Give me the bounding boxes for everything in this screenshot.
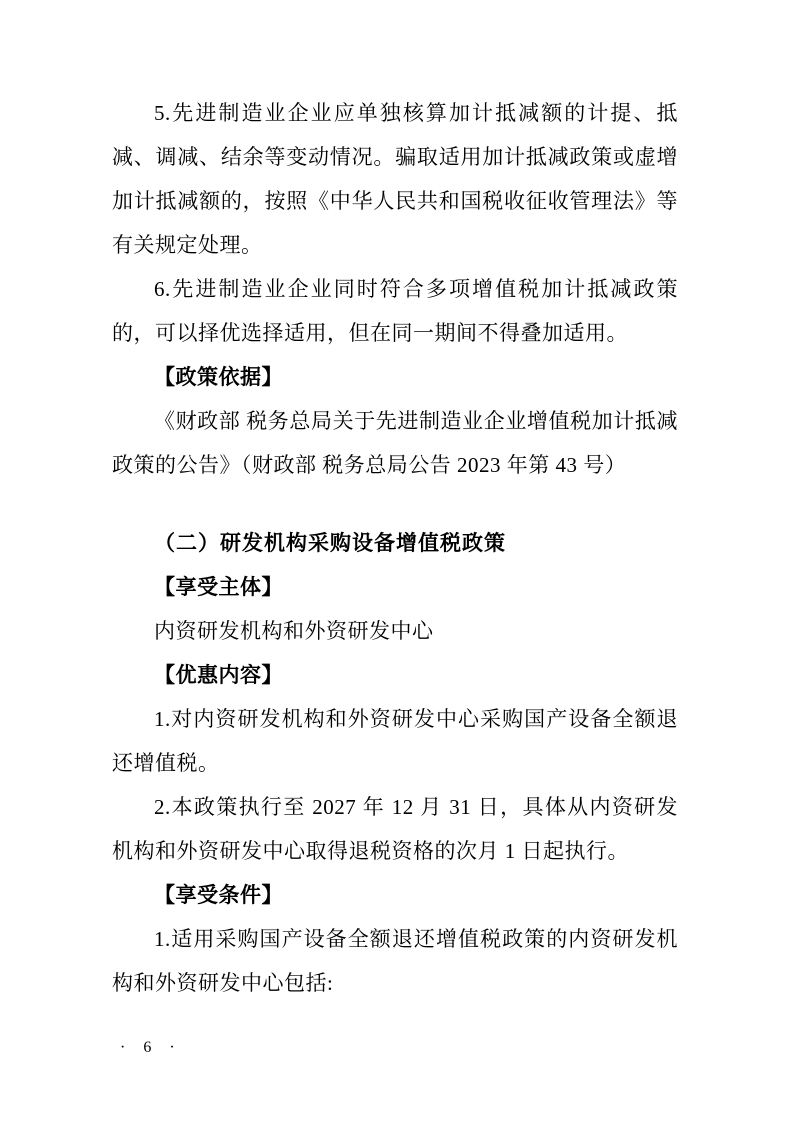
paragraph-policy-citation: 《财政部 税务总局关于先进制造业企业增值税加计抵减政策的公告》（财政部 税务总局公告 2023 年第 43 号）	[112, 409, 678, 477]
heading-policy-basis: 【政策依据】	[154, 365, 283, 389]
page-number: · 6 ·	[120, 1039, 182, 1056]
paragraph-beneficiary: 内资研发机构和外资研发中心	[154, 619, 434, 643]
document-content	[112, 91, 678, 1005]
paragraph-benefit-1: 1.对内资研发机构和外资研发中心采购国产设备全额退还增值税。	[112, 707, 678, 775]
heading-conditions: 【享受条件】	[154, 883, 283, 907]
paragraph-accounting-rule: 5.先进制造业企业应单独核算加计抵减额的计提、抵减、调减、结余等变动情况。骗取适用加计抵减政策或虚增加计抵减额的，按照《中华人民共和国税收征收管理法》等有关规定处理。	[112, 101, 678, 257]
heading-beneficiary: 【享受主体】	[154, 575, 283, 599]
paragraph-multiple-policies: 6.先进制造业企业同时符合多项增值税加计抵减政策的，可以择优选择适用，但在同一期间不得叠加适用。	[112, 277, 678, 345]
paragraph-condition-1: 1.适用采购国产设备全额退还增值税政策的内资研发机构和外资研发中心包括:	[112, 927, 678, 995]
paragraph-benefit-2: 2.本政策执行至 2027 年 12 月 31 日，具体从内资研发机构和外资研发中心取得退税资格的次月 1 日起执行。	[112, 795, 678, 863]
section-title-rd-equipment-vat-policy: （二）研发机构采购设备增值税政策	[154, 531, 506, 555]
heading-benefit-content: 【优惠内容】	[154, 663, 283, 687]
